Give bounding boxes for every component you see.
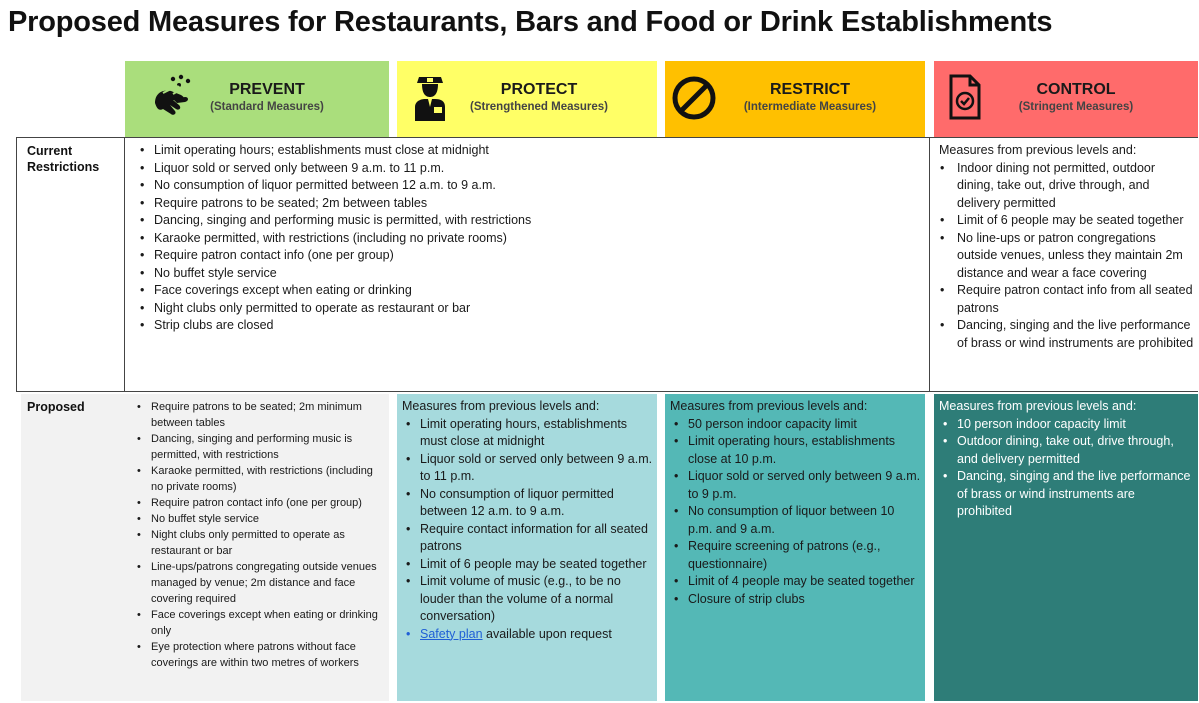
list-item: • Strip clubs are closed <box>136 317 696 335</box>
list-item: • Limit operating hours; establishments must close at midnight <box>136 142 696 160</box>
list-item: • Liquor sold or served only between 9 a.m. to 11 p.m. <box>136 160 696 178</box>
list-item: • Limit of 6 people may be seated together <box>402 556 654 574</box>
list-item: • Dancing, singing and the live performance of brass or wind instruments are prohibited <box>939 468 1191 521</box>
list-item: • 50 person indoor capacity limit <box>670 416 922 434</box>
list-item: • Limit of 4 people may be seated together <box>670 573 922 591</box>
row-divider-bottom <box>16 391 1198 392</box>
header-prevent <box>125 61 389 137</box>
safety-plan-suffix: available upon request <box>482 626 612 641</box>
list-item: • Limit of 6 people may be seated together <box>939 212 1194 230</box>
list-item: • Karaoke permitted, with restrictions (including no private rooms) <box>136 230 696 248</box>
header-protect <box>397 61 657 137</box>
column-divider <box>124 137 125 392</box>
list-item: • Limit operating hours, establishments must close at midnight <box>402 416 654 451</box>
list-item: • Dancing, singing and the live performance of brass or wind instruments are prohibited <box>939 317 1194 352</box>
list-item: • Night clubs only permitted to operate as restaurant or bar <box>136 300 696 318</box>
list-item: • No line-ups or patron congregations outside venues, unless they maintain 2m distance and wear a face covering <box>939 230 1194 283</box>
current-control-intro: Measures from previous levels and: <box>939 143 1137 157</box>
proposed-control-intro: Measures from previous levels and: <box>939 399 1137 413</box>
row-label-current: Current Restrictions <box>27 144 100 174</box>
list-item: • Require patrons to be seated; 2m between tables <box>136 195 696 213</box>
header-prevent-subtitle: (Standard Measures) <box>210 101 324 113</box>
list-item: • Require patron contact info (one per group) <box>133 495 379 511</box>
column-divider <box>16 137 17 392</box>
proposed-protect-cell <box>397 394 657 701</box>
list-item: • Dancing, singing and performing music is permitted, with restrictions <box>136 212 696 230</box>
row-divider-top <box>16 137 1198 138</box>
proposed-restrict-intro: Measures from previous levels and: <box>670 399 868 413</box>
proposed-control-cell <box>934 394 1198 701</box>
row-label-proposed: Proposed <box>27 400 85 414</box>
list-item: • No consumption of liquor between 10 p.m. and 9 a.m. <box>670 503 922 538</box>
list-item: • Require screening of patrons (e.g., questionnaire) <box>670 538 922 573</box>
safety-plan-link[interactable]: Safety plan <box>420 626 483 641</box>
proposed-prevent-cell <box>21 394 389 701</box>
header-control-subtitle: (Stringent Measures) <box>1018 101 1134 113</box>
list-item: • 10 person indoor capacity limit <box>939 416 1191 434</box>
current-control-cell <box>939 142 1194 352</box>
list-item: • No buffet style service <box>133 511 379 527</box>
list-item: • Eye protection where patrons without face coverings are within two metres of workers <box>133 639 379 671</box>
proposed-protect-intro: Measures from previous levels and: <box>402 399 600 413</box>
list-item: • Dancing, singing and performing music is permitted, with restrictions <box>133 431 379 463</box>
list-item: • No consumption of liquor permitted between 12 a.m. to 9 a.m. <box>136 177 696 195</box>
list-item: • Require contact information for all seated patrons <box>402 521 654 556</box>
header-prevent-name: PREVENT <box>229 81 305 98</box>
list-item: • Limit volume of music (e.g., to be no louder than the volume of a normal conversation) <box>402 573 654 626</box>
list-item: • Require patron contact info from all seated patrons <box>939 282 1194 317</box>
header-restrict-subtitle: (Intermediate Measures) <box>743 101 877 113</box>
page-title: Proposed Measures for Restaurants, Bars and Food or Drink Establishments <box>8 6 1053 38</box>
header-restrict-name: RESTRICT <box>770 81 850 98</box>
list-item: • Line-ups/patrons congregating outside venues managed by venue; 2m distance and face covering required <box>133 559 379 607</box>
header-control <box>934 61 1198 137</box>
list-item: • Karaoke permitted, with restrictions (including no private rooms) <box>133 463 379 495</box>
list-item <box>402 626 654 644</box>
list-item: • No buffet style service <box>136 265 696 283</box>
list-item: • Outdoor dining, take out, drive through, and delivery permitted <box>939 433 1191 468</box>
header-control-name: CONTROL <box>1036 81 1116 98</box>
list-item: • Closure of strip clubs <box>670 591 922 609</box>
current-restrictions-list <box>136 142 696 335</box>
header-restrict <box>665 61 925 137</box>
column-divider <box>929 137 930 392</box>
list-item: • Require patrons to be seated; 2m minimum between tables <box>133 399 379 431</box>
list-item: • Face coverings except when eating or drinking <box>136 282 696 300</box>
list-item: • No consumption of liquor permitted between 12 a.m. to 9 a.m. <box>402 486 654 521</box>
list-item: • Face coverings except when eating or drinking only <box>133 607 379 639</box>
list-item: • Liquor sold or served only between 9 a.m. to 11 p.m. <box>402 451 654 486</box>
list-item: • Indoor dining not permitted, outdoor dining, take out, drive through, and delivery permitted <box>939 160 1194 213</box>
list-item: • Require patron contact info (one per group) <box>136 247 696 265</box>
header-protect-subtitle: (Strengthened Measures) <box>469 101 609 113</box>
list-item: • Liquor sold or served only between 9 a.m. to 9 p.m. <box>670 468 922 503</box>
header-protect-name: PROTECT <box>500 81 578 98</box>
list-item: • Limit operating hours, establishments close at 10 p.m. <box>670 433 922 468</box>
proposed-restrict-cell <box>665 394 925 701</box>
list-item: • Night clubs only permitted to operate as restaurant or bar <box>133 527 379 559</box>
